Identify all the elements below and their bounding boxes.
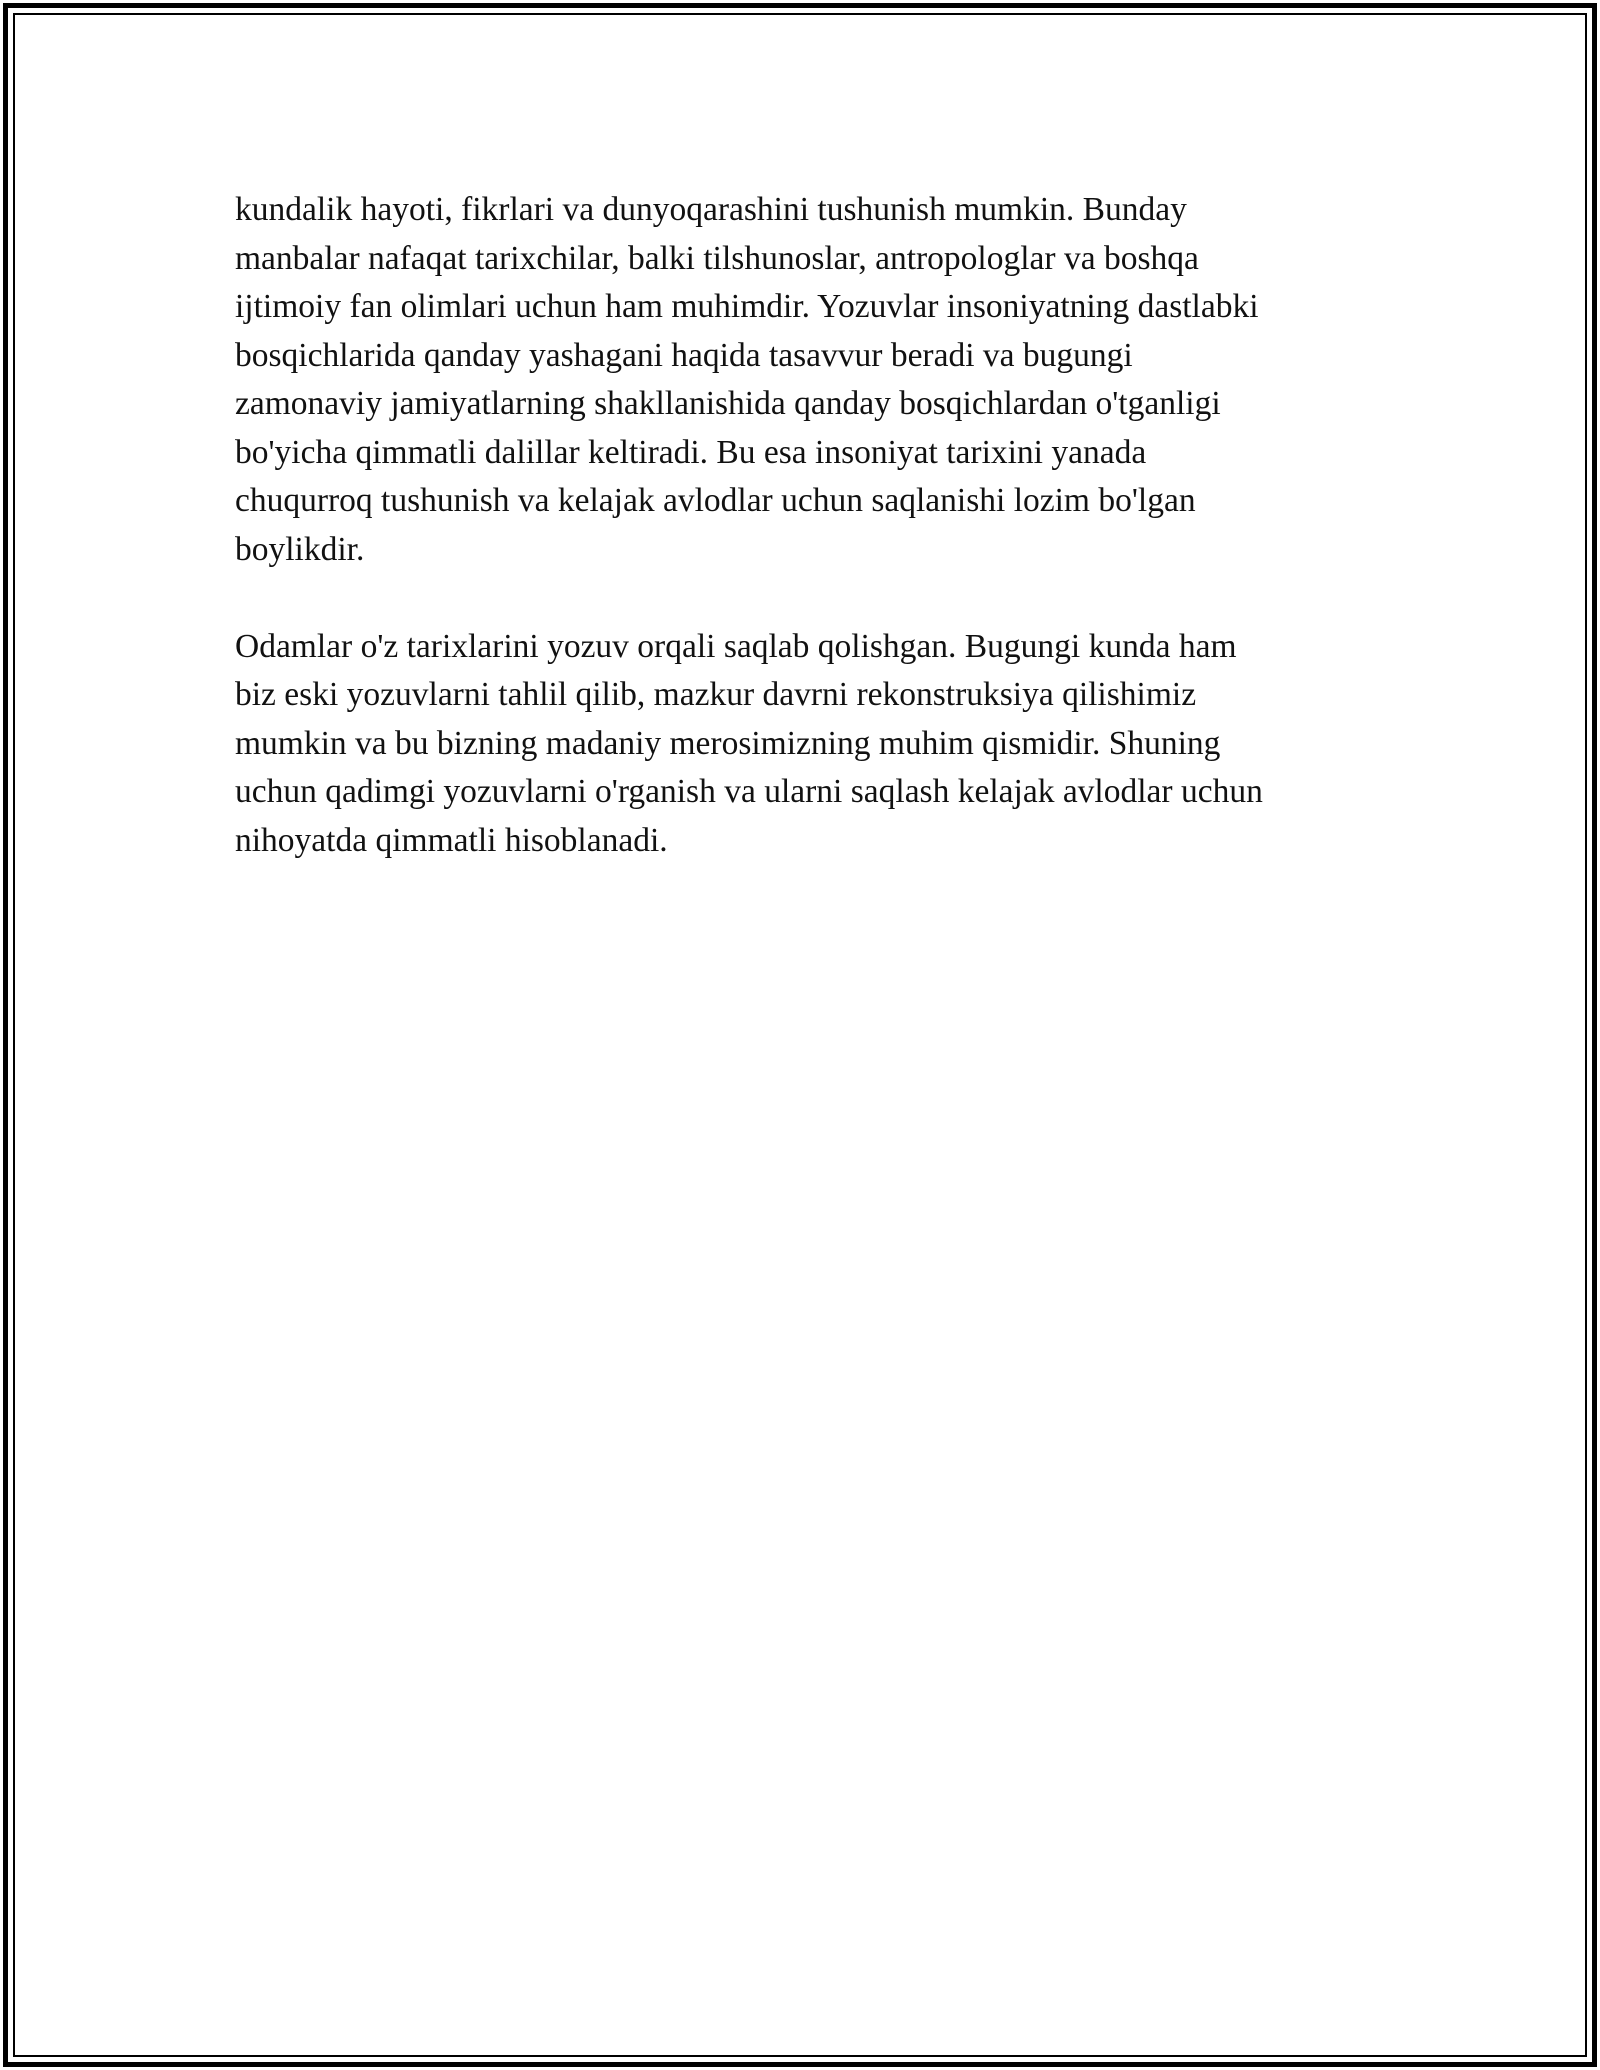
paragraph-1: kundalik hayoti, fikrlari va dunyoqarashini tushunish mumkin. Bunday manbalar nafaqat tarixchilar, balki tilshunoslar, antropologlar va boshqa ijtimoiy fan olimlari uchun ham muhimdir. Yozuvlar insoniyatning dastlabki bosqichlarida qanday yashagani haqida tasavvur beradi va bugungi zamonaviy jamiyatlarning shakllanishida qanday bosqichlardan o'tganligi bo'yicha qimmatli dalillar keltiradi. Bu esa insoniyat tarixini yanada chuqurroq tushunish va kelajak avlodlar uchun saqlanishi lozim bo'lgan boylikdir. [235,191,1259,568]
document-body [235,186,1375,914]
paragraph-2: Odamlar o'z tarixlarini yozuv orqali saqlab qolishgan. Bugungi kunda ham biz eski yozuvlarni tahlil qilib, mazkur davrni rekonstruksiya qilishimiz mumkin va bu bizning madaniy merosimizning muhim qismidir. Shuning uchun qadimgi yozuvlarni o'rganish va ularni saqlash kelajak avlodlar uchun nihoyatda qimmatli hisoblanadi. [235,627,1263,859]
